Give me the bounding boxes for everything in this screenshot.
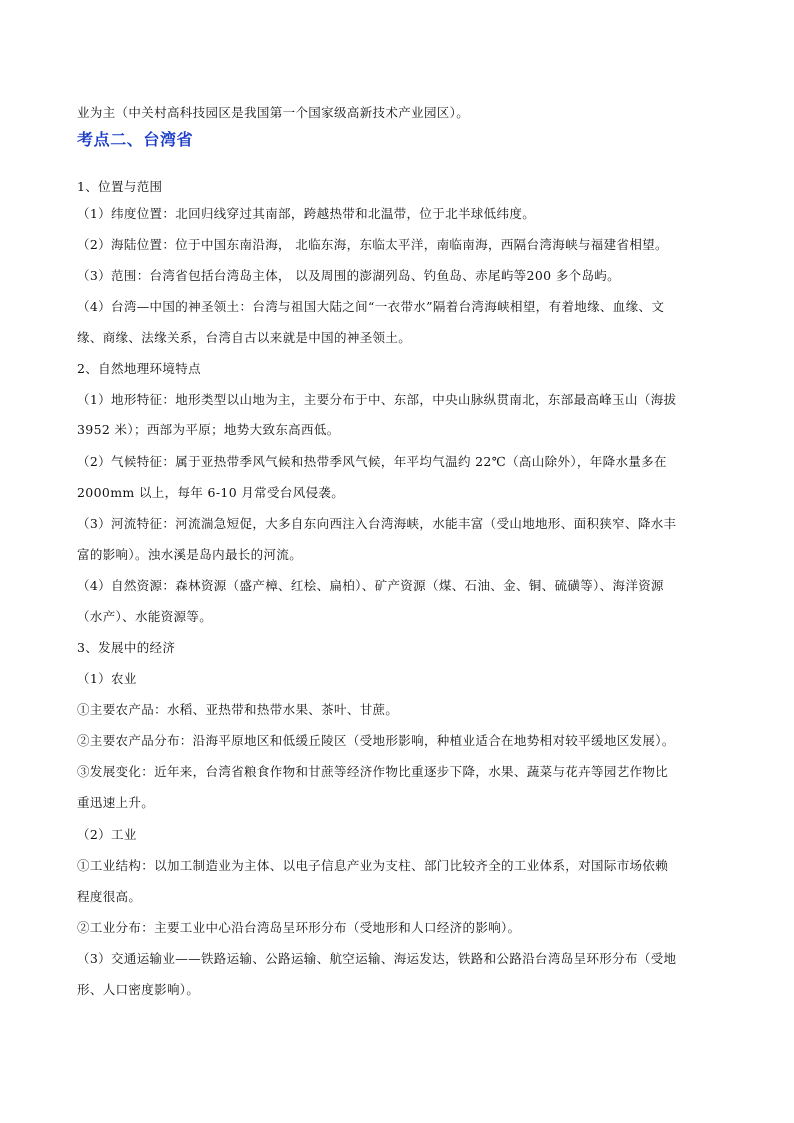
text-line: （4）自然资源：森林资源（盛产樟、红桧、扁柏）、矿产资源（煤、石油、金、铜、硫磺等）、海洋资源 xyxy=(77,578,664,593)
text-line: 重迅速上升。 xyxy=(77,795,155,810)
text-line: ①主要农产品：水稻、亚热带和热带水果、茶叶、甘蔗。 xyxy=(77,702,399,717)
text-line: （3）交通运输业——铁路运输、公路运输、航空运输、海运发达，铁路和公路沿台湾岛呈环形分布（受地 xyxy=(77,951,677,966)
text-line: 程度很高。 xyxy=(77,889,142,904)
text-line: 1、位置与范围 xyxy=(77,179,163,194)
text-line: ①工业结构：以加工制造业为主体、以电子信息产业为支柱、部门比较齐全的工业体系，对国际市场依赖 xyxy=(77,858,669,873)
text-line: （1）农业 xyxy=(77,671,137,686)
text-line: 缘、商缘、法缘关系，台湾自古以来就是中国的神圣领土。 xyxy=(77,330,412,345)
text-line: 形、人口密度影响）。 xyxy=(77,982,200,997)
section-title: 考点二、台湾省 xyxy=(77,130,194,149)
text-line: ③发展变化：近年来，台湾省粮食作物和甘蔗等经济作物比重逐步下降，水果、蔬菜与花卉等园艺作物比 xyxy=(77,764,669,779)
text-line: （3）河流特征：河流湍急短促，大多自东向西注入台湾海峡，水能丰富（受山地地形、面积狭窄、降水丰 xyxy=(77,516,677,531)
text-line: 2000mm 以上，每年 6-10 月常受台风侵袭。 xyxy=(77,485,345,500)
text-line: （3）范围：台湾省包括台湾岛主体， 以及周围的澎湖列岛、钓鱼岛、赤尾屿等200 多个岛屿。 xyxy=(77,268,621,283)
text-line: （2）工业 xyxy=(77,827,137,842)
text-line: 3、发展中的经济 xyxy=(77,640,176,655)
text-line: （1）纬度位置：北回归线穿过其南部，跨越热带和北温带，位于北半球低纬度。 xyxy=(77,206,536,221)
text-line: 3952 米）；西部为平原；地势大致东高西低。 xyxy=(77,422,340,437)
text-line: （4）台湾—中国的神圣领土：台湾与祖国大陆之间“一衣带水”隔着台湾海峡相望，有着地缘、血缘、文 xyxy=(77,299,665,314)
text-line: （1）地形特征：地形类型以山地为主，主要分布于中、东部，中央山脉纵贯南北，东部最高峰玉山（海拔 xyxy=(77,392,677,407)
intro-line: 业为主（中关村高科技园区是我国第一个国家级高新技术产业园区）。 xyxy=(77,105,470,120)
text-line: ②主要农产品分布：沿海平原地区和低缓丘陵区（受地形影响，种植业适合在地势相对较平缓地区发展）。 xyxy=(77,733,675,748)
text-line: ②工业分布：主要工业中心沿台湾岛呈环形分布（受地形和人口经济的影响）。 xyxy=(77,920,521,935)
text-line: （2）气候特征：属于亚热带季风气候和热带季风气候，年平均气温约 22℃（高山除外），年降水量多在 xyxy=(77,454,667,469)
text-line: （2）海陆位置：位于中国东南沿海， 北临东海，东临太平洋，南临南海，西隔台湾海峡与福建省相望。 xyxy=(77,237,668,252)
text-line: 富的影响）。浊水溪是岛内最长的河流。 xyxy=(77,547,303,562)
text-line: （水产）、水能资源等。 xyxy=(77,609,213,624)
text-line: 2、自然地理环境特点 xyxy=(77,361,201,376)
